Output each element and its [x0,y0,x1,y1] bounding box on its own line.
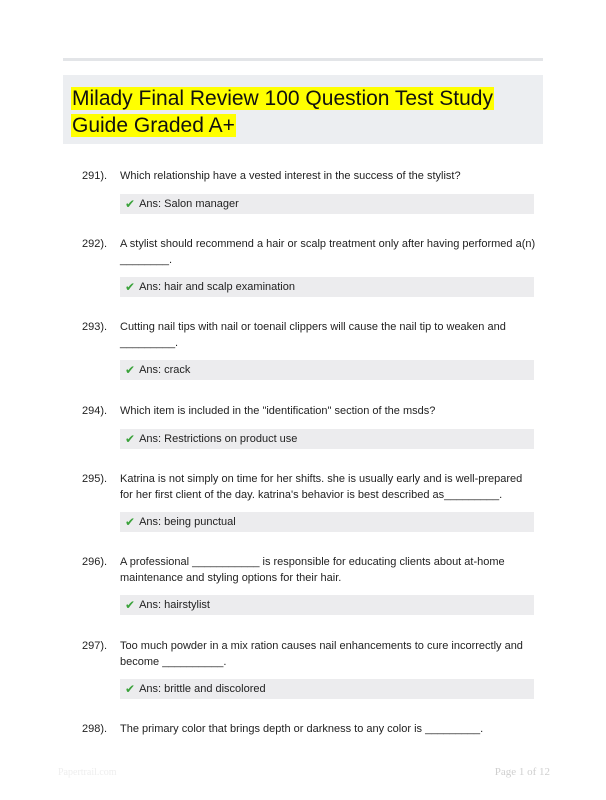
answer-text: Ans: being punctual [139,516,236,528]
title-block [63,75,543,144]
question-number: 296). [82,556,108,568]
answer-text: Ans: hair and scalp examination [139,281,295,293]
check-icon: ✔ [125,197,136,211]
answer-text: Ans: Salon manager [139,198,239,210]
question-number: 292). [82,238,108,250]
question-text: Cutting nail tips with nail or toenail clippers will cause the nail tip to weaken and _________. [120,321,506,349]
answer-box [120,194,534,214]
answer-box [120,595,534,615]
check-icon: ✔ [125,682,136,696]
check-icon: ✔ [125,280,136,294]
check-icon: ✔ [125,598,136,612]
answer-box [120,360,534,380]
answer-box [120,429,534,449]
answer-text: Ans: Restrictions on product use [139,433,298,445]
question-number: 297). [82,640,108,652]
answer-text: Ans: hairstylist [139,599,210,611]
answer-box [120,679,534,699]
question-text: Too much powder in a mix ration causes nail enhancements to cure incorrectly and become __________. [120,640,523,668]
top-divider [63,58,543,61]
answer-text: Ans: brittle and discolored [139,683,266,695]
document-title [71,85,535,139]
footer-watermark: Papertrail.com [58,767,117,778]
answer-box [120,512,534,532]
answer-box [120,277,534,297]
check-icon: ✔ [125,432,136,446]
question-text: A professional ___________ is responsible for educating clients about at-home maintenance and styling options for their hair. [120,556,505,584]
question-text: Which item is included in the "identification" section of the msds? [120,405,436,417]
question-text: Which relationship have a vested interest in the success of the stylist? [120,170,461,182]
question-number: 295). [82,473,108,485]
question-text: A stylist should recommend a hair or scalp treatment only after having performed a(n) ________. [120,238,536,266]
check-icon: ✔ [125,363,136,377]
check-icon: ✔ [125,515,136,529]
document-title-text: Milady Final Review 100 Question Test Study Guide Graded A+ [72,87,493,137]
page-indicator: Page 1 of 12 [494,766,550,778]
answer-text: Ans: crack [139,364,191,376]
question-number: 293). [82,321,108,333]
question-text: Katrina is not simply on time for her shifts. she is usually early and is well-prepared for her first client of the day. katrina's behavior is best described as_________. [120,473,523,501]
question-number: 291). [82,170,108,182]
question-number: 294). [82,405,108,417]
question-number: 298). [82,723,108,735]
question-text: The primary color that brings depth or darkness to any color is _________. [120,723,484,735]
